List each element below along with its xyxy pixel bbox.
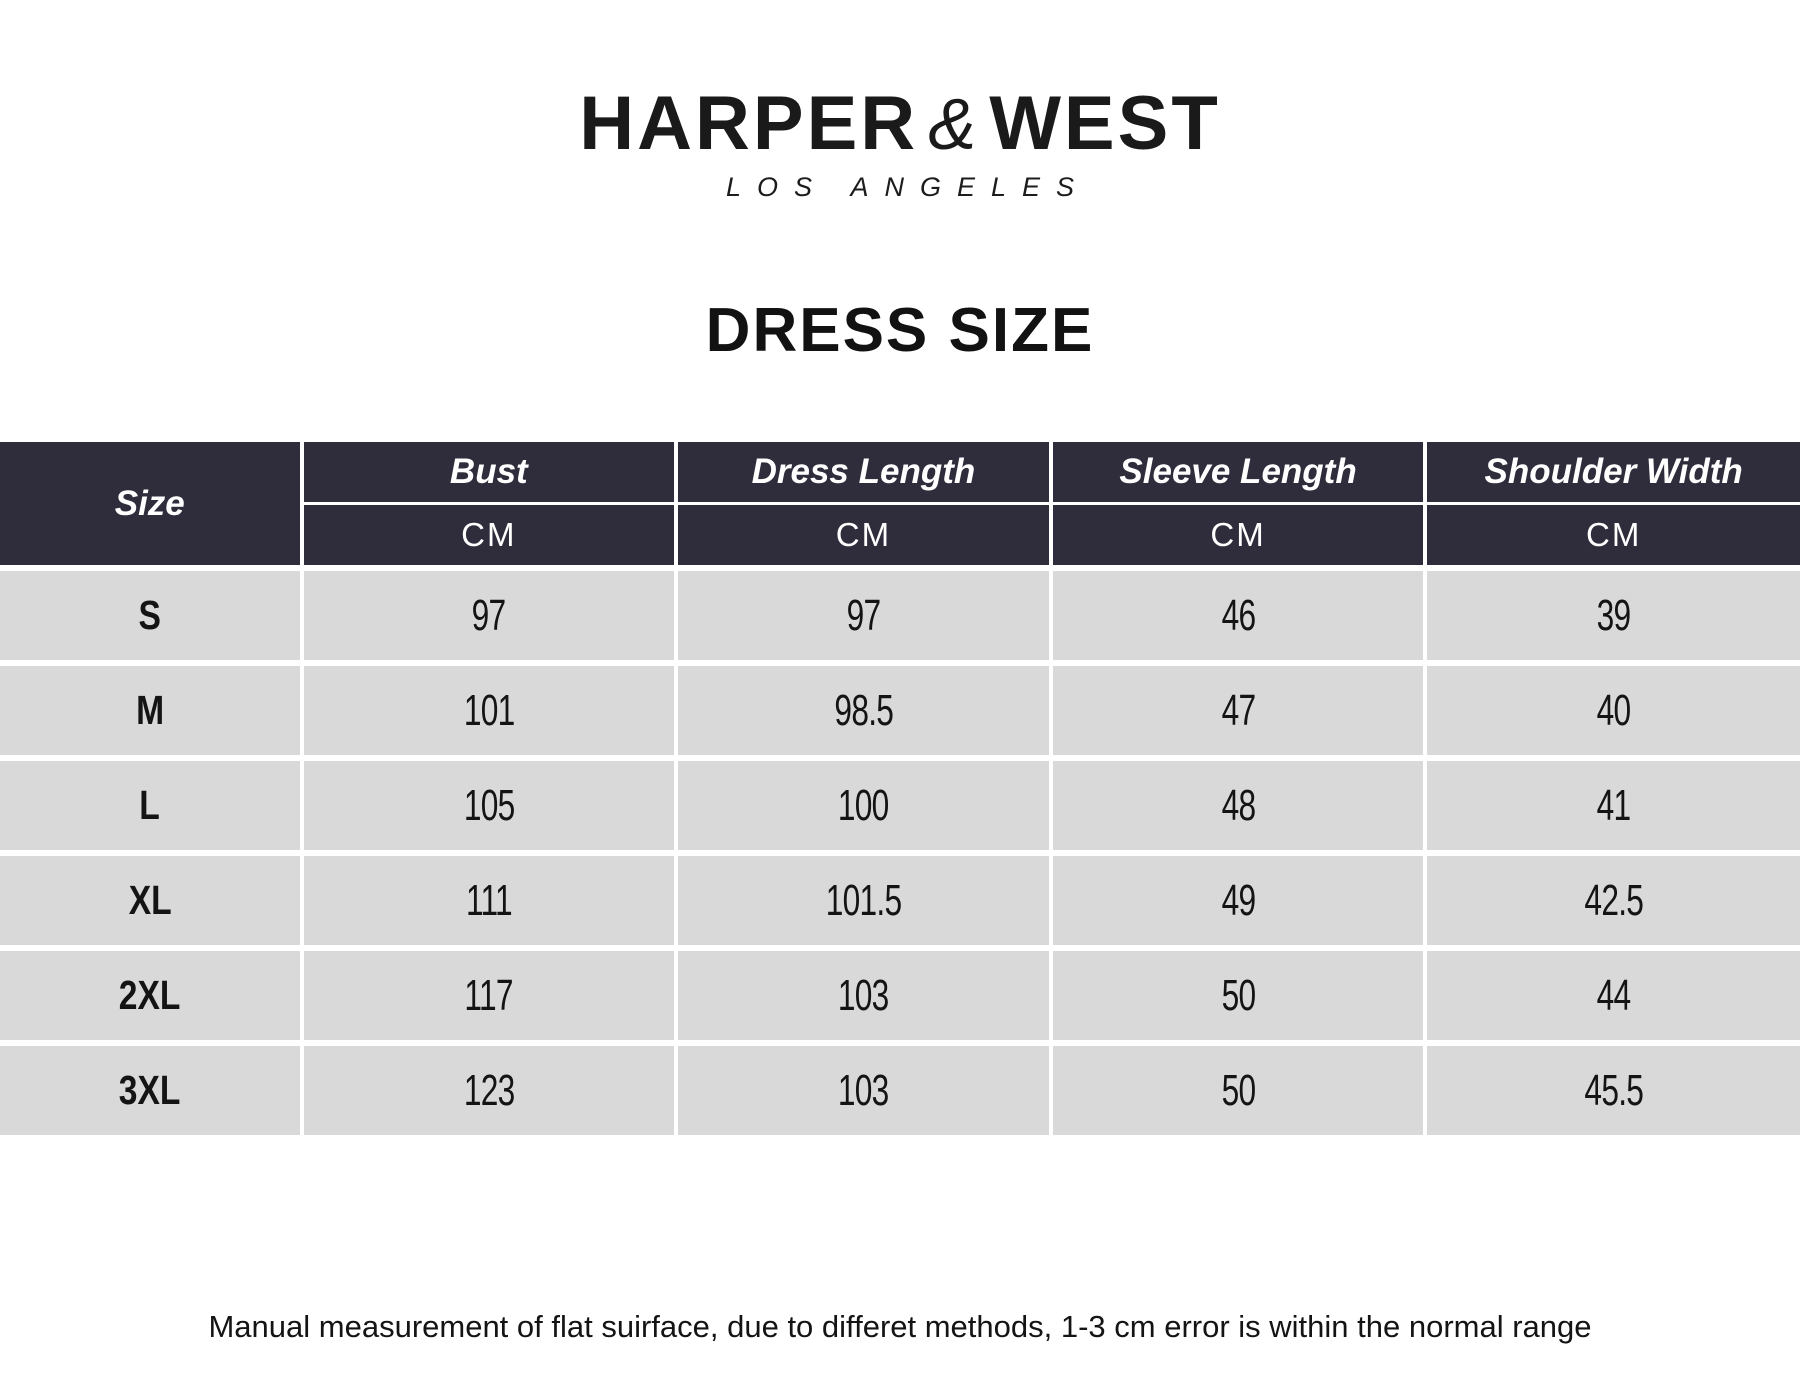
size-label: M <box>135 687 164 733</box>
size-label: S <box>138 592 161 638</box>
bust-cell: 105 <box>302 758 677 853</box>
sleeve-length-cell: 46 <box>1051 568 1426 663</box>
shoulder-width-cell: 44 <box>1425 948 1800 1043</box>
col-header-bust: Bust <box>302 442 677 503</box>
bust-cell: 111 <box>302 853 677 948</box>
col-header-dress-length: Dress Length <box>676 442 1051 503</box>
measurement-footnote: Manual measurement of flat suirface, due to differet methods, 1-3 cm error is within the normal range <box>208 1309 1592 1344</box>
sleeve-length-cell: 50 <box>1051 948 1426 1043</box>
brand-name <box>0 81 1800 166</box>
table-row <box>0 663 1800 758</box>
table-row <box>0 853 1800 948</box>
table-row <box>0 758 1800 853</box>
dress-length-cell: 103 <box>676 1043 1051 1138</box>
dress-length-cell: 98.5 <box>676 663 1051 758</box>
table-row <box>0 1043 1800 1138</box>
sleeve-length-cell: 47 <box>1051 663 1426 758</box>
unit-cell-shoulder-width: CM <box>1425 503 1800 568</box>
shoulder-width-cell: 39 <box>1425 568 1800 663</box>
size-cell <box>0 1043 302 1138</box>
col-header-shoulder-width: Shoulder Width <box>1425 442 1800 503</box>
dress-length-cell: 100 <box>676 758 1051 853</box>
size-cell <box>0 758 302 853</box>
brand-word1: HARPER <box>579 81 919 166</box>
size-label: L <box>139 782 161 828</box>
table-row <box>0 948 1800 1043</box>
brand-ampersand: & <box>928 85 980 165</box>
shoulder-width-cell: 41 <box>1425 758 1800 853</box>
brand-logo <box>0 0 1800 203</box>
sleeve-length-cell: 49 <box>1051 853 1426 948</box>
size-cell <box>0 568 302 663</box>
size-label: 3XL <box>118 1067 181 1113</box>
table-row <box>0 568 1800 663</box>
dress-length-cell: 103 <box>676 948 1051 1043</box>
col-header-size: Size <box>0 442 302 568</box>
unit-cell-dress-length: CM <box>676 503 1051 568</box>
size-cell <box>0 853 302 948</box>
shoulder-width-cell: 40 <box>1425 663 1800 758</box>
dress-length-cell: 101.5 <box>676 853 1051 948</box>
size-table <box>0 442 1800 1141</box>
col-header-sleeve-length: Sleeve Length <box>1051 442 1426 503</box>
bust-cell: 123 <box>302 1043 677 1138</box>
bust-cell: 117 <box>302 948 677 1043</box>
bust-cell: 101 <box>302 663 677 758</box>
brand-word2: WEST <box>989 81 1221 166</box>
sleeve-length-cell: 48 <box>1051 758 1426 853</box>
unit-cell-sleeve-length: CM <box>1051 503 1426 568</box>
bust-cell: 97 <box>302 568 677 663</box>
size-label: XL <box>128 877 172 923</box>
brand-tagline: LOS ANGELES <box>725 172 1091 202</box>
page-title: DRESS SIZE <box>705 296 1095 365</box>
unit-cell-bust: CM <box>302 503 677 568</box>
size-cell <box>0 663 302 758</box>
size-label: 2XL <box>118 972 181 1018</box>
dress-length-cell: 97 <box>676 568 1051 663</box>
sleeve-length-cell: 50 <box>1051 1043 1426 1138</box>
shoulder-width-cell: 42.5 <box>1425 853 1800 948</box>
header-row-labels <box>0 442 1800 503</box>
size-cell <box>0 948 302 1043</box>
shoulder-width-cell: 45.5 <box>1425 1043 1800 1138</box>
